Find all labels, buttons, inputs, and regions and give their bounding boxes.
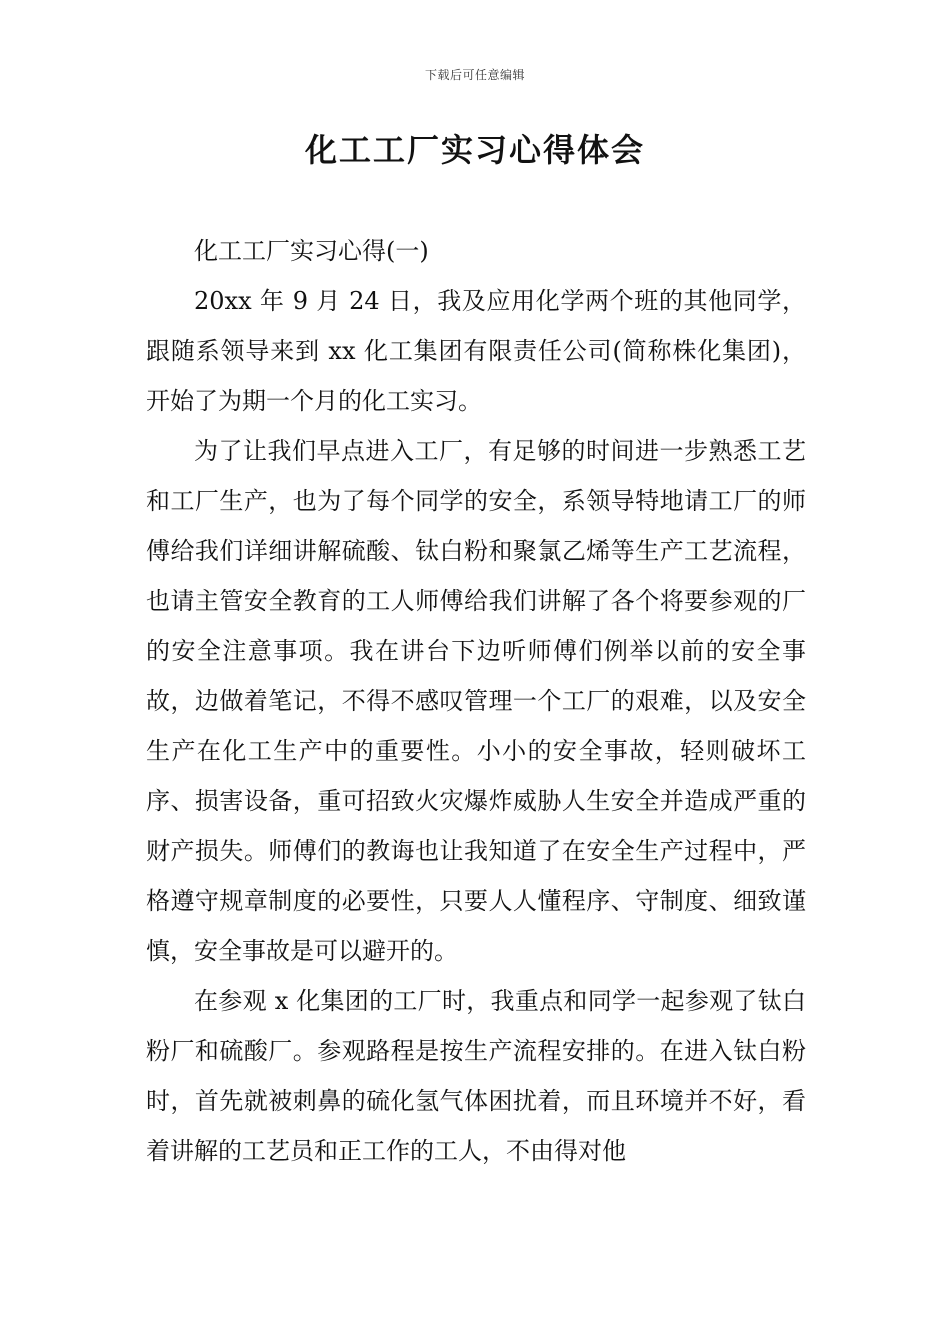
document-title: 化工工厂实习心得体会	[304, 131, 645, 169]
section-heading: 化工工厂实习心得(一)	[194, 237, 429, 265]
header-note: 下载后可任意编辑	[424, 68, 525, 82]
paragraph-2: 为了让我们早点进入工厂，有足够的时间进一步熟悉工艺和工厂生产，也为了每个同学的安全，系领导特地请工厂的师傅给我们详细讲解硫酸、钛白粉和聚氯乙烯等生产工艺流程，也请主管安全教育的工人师傅给我们讲解了各个将要参观的厂的安全注意事项。我在讲台下边听师傅们例举以前的安全事故，边做着笔记，不得不感叹管理一个工厂的艰难，以及安全生产在化工生产中的重要性。小小的安全事故，轻则破坏工序、损害设备，重可招致火灾爆炸威胁人生安全并造成严重的财产损失。师傅们的教诲也让我知道了在安全生产过程中，严格遵守规章制度的必要性，只要人人懂程序、守制度、细致谨慎，安全事故是可以避开的。	[146, 437, 806, 965]
paragraph-3: 在参观 x 化集团的工厂时，我重点和同学一起参观了钛白粉厂和硫酸厂。参观路程是按生产流程安排的。在进入钛白粉时，首先就被刺鼻的硫化氢气体困扰着，而且环境并不好，看着讲解的工艺员和正工作的工人，不由得对他	[146, 987, 806, 1165]
document-body	[146, 226, 806, 1176]
paragraph-1: 20xx 年 9 月 24 日，我及应用化学两个班的其他同学，跟随系领导来到 xx 化工集团有限责任公司(简称株化集团)，开始了为期一个月的化工实习。	[146, 287, 806, 415]
